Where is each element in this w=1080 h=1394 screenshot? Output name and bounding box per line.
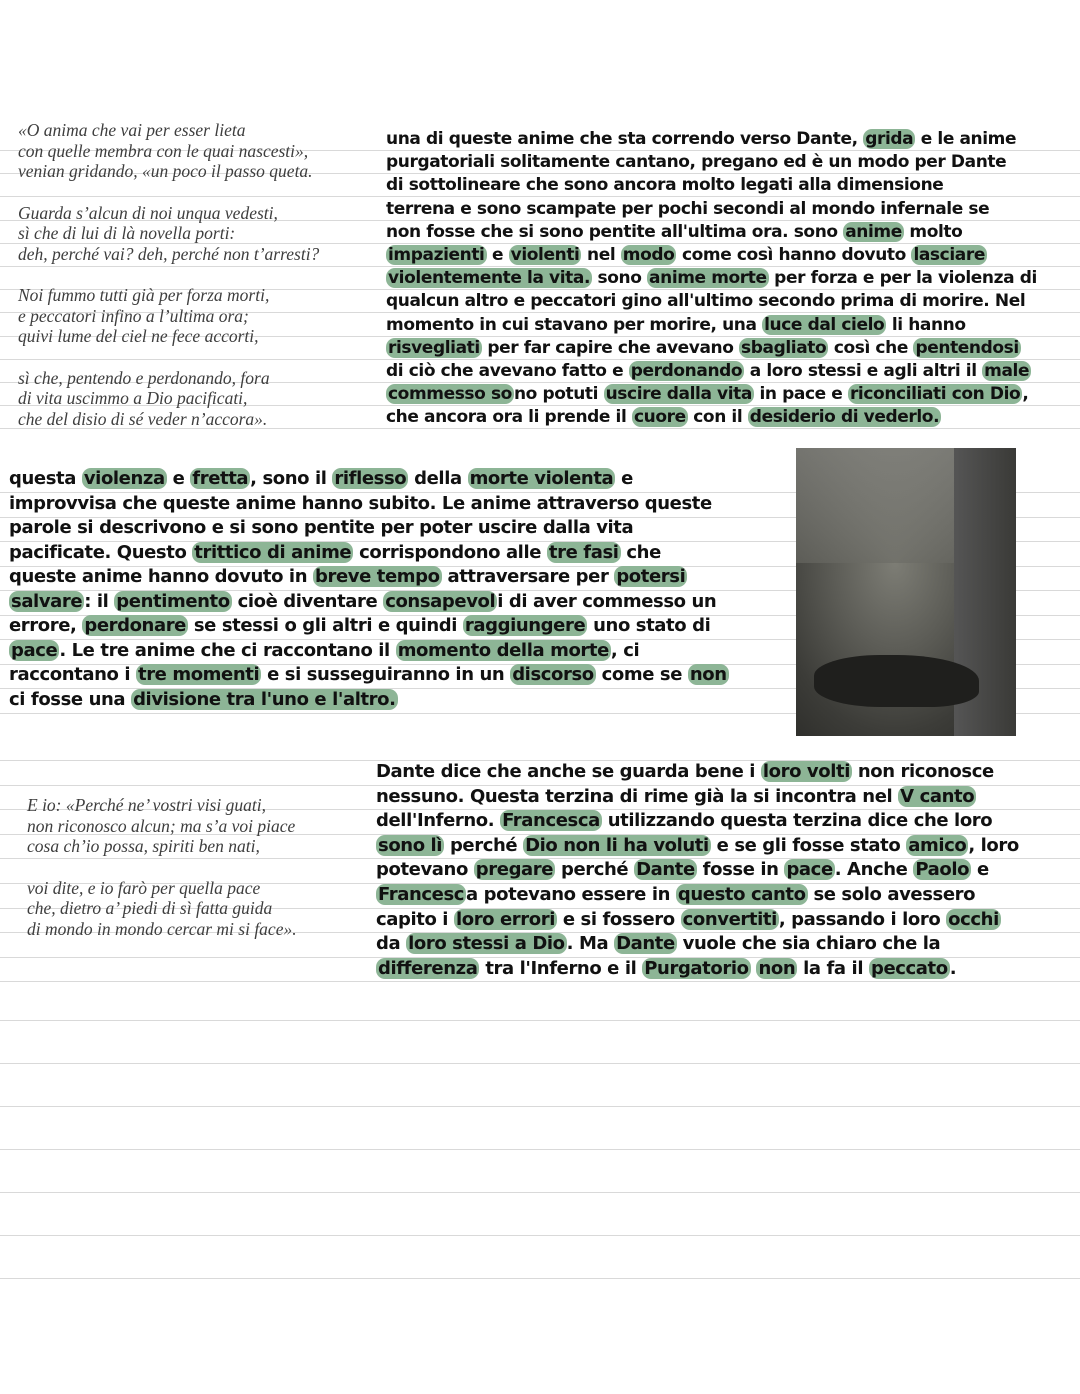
note-line	[386, 221, 1037, 244]
note-text: li hanno	[886, 314, 966, 335]
note-text: come così hanno dovuto	[676, 245, 912, 266]
highlighted-phrase: questo canto	[677, 883, 806, 905]
highlighted-phrase: luce dal cielo	[764, 314, 885, 335]
note-text: ci fosse una	[9, 688, 132, 710]
note-text: nessuno. Questa terzina di rime già la si incontra nel	[376, 785, 899, 807]
highlighted-phrase: salvare	[11, 590, 83, 612]
highlighted-phrase: loro volti	[762, 761, 850, 782]
note-text: , passando i loro	[778, 908, 947, 930]
poem-line: venian gridando, «un poco il passo queta.	[18, 161, 313, 181]
highlighted-phrase: Paolo	[915, 859, 970, 881]
highlighted-phrase: differenza	[378, 957, 478, 979]
note-text: utilizzando questa terzina dice che loro	[601, 810, 993, 832]
rule-line	[0, 1106, 1080, 1107]
note-text: in pace e	[753, 384, 848, 405]
note-line	[386, 128, 1037, 151]
highlighted-phrase: violenza	[83, 468, 165, 489]
note-text: come se	[595, 664, 688, 685]
note-line	[386, 174, 1037, 197]
note-text: e le anime	[915, 129, 1017, 149]
highlighted-phrase: Dio non li ha voluti	[525, 834, 709, 856]
note-text: che ancora ora li prende il	[386, 407, 632, 428]
note-text: , ci	[610, 639, 640, 661]
poem-excerpt-top	[18, 120, 319, 450]
note-text: che	[620, 541, 661, 563]
note-text: attraversare per	[441, 566, 615, 587]
highlighted-phrase: consapevol	[385, 590, 496, 612]
highlighted-phrase: morte violenta	[469, 468, 614, 489]
note-text: qualcun altro e peccatori gino all'ultimo secondo prima di morire. Nel	[386, 291, 1026, 312]
poem-line: cosa ch’io possa, spiriti ben nati,	[27, 836, 260, 856]
note-text: pacificate. Questo	[9, 541, 193, 563]
note-text: molto	[903, 221, 963, 242]
note-line	[9, 688, 729, 713]
note-text: così che	[828, 337, 914, 358]
note-text: perché	[444, 834, 524, 856]
highlighted-phrase: amico	[908, 834, 967, 856]
poem-line: deh, perché vai? deh, perché non t’arresti?	[18, 243, 320, 264]
note-text: della	[408, 468, 468, 489]
highlighted-phrase: loro errori	[455, 908, 555, 930]
note-text: sono	[592, 268, 648, 289]
notes-paragraph-bottom	[376, 760, 1019, 981]
note-text: fosse in	[696, 859, 785, 881]
note-text: e	[615, 468, 633, 489]
note-text: per forza e per la violenza di	[768, 268, 1037, 289]
rule-line	[0, 1235, 1080, 1236]
note-text: e si fossero	[556, 908, 681, 930]
note-text: uno stato di	[587, 615, 711, 636]
highlighted-phrase: non	[689, 664, 727, 685]
note-text: corrispondono alle	[353, 541, 547, 563]
highlighted-phrase: tre fasi	[548, 541, 619, 563]
note-line	[386, 267, 1037, 290]
highlighted-phrase: uscire dalla vita	[605, 384, 752, 405]
note-line	[9, 467, 729, 492]
poem-line: sì che di lui di là novella porti:	[18, 223, 236, 243]
highlighted-phrase: sbagliato	[741, 337, 827, 358]
note-text: e se gli fosse stato	[710, 834, 907, 856]
note-line	[386, 337, 1037, 360]
note-text: per far capire che avevano	[481, 337, 740, 358]
highlighted-phrase: Dante	[636, 859, 695, 881]
note-text: dell'Inferno.	[376, 810, 501, 832]
poem-line: sì che, pentendo e perdonando, fora	[18, 367, 270, 388]
note-line	[9, 492, 729, 517]
highlighted-phrase: riconciliati con Dio	[849, 384, 1021, 405]
poem-line: che del disio di sé veder n’accora».	[18, 408, 268, 429]
highlighted-phrase: Francesca	[502, 810, 600, 832]
highlighted-phrase: tre momenti	[137, 664, 260, 685]
poem-stanza	[27, 795, 297, 857]
note-text: e	[486, 245, 509, 266]
note-line	[376, 908, 1019, 933]
note-line	[376, 785, 1019, 810]
note-text: di sottolineare che sono ancora molto legati alla dimensione	[386, 175, 944, 196]
note-text: terrena e sono scampate per pochi secondi al mondo infernale se	[386, 198, 990, 219]
note-text: tra l'Inferno e il	[479, 957, 643, 979]
engraving-illustration	[796, 448, 1016, 736]
notes-paragraph-middle	[9, 467, 729, 712]
highlighted-phrase: discorso	[512, 664, 594, 685]
highlighted-phrase: sono lì	[378, 834, 443, 856]
highlighted-phrase: convertiti	[682, 908, 777, 930]
rule-line	[0, 1149, 1080, 1150]
highlighted-phrase: divisione tra l'uno e l'altro.	[133, 688, 396, 710]
note-line	[9, 590, 729, 615]
poem-line: con quelle membra con le quai nascesti»,	[18, 140, 309, 161]
highlighted-phrase: Dante	[616, 933, 675, 955]
note-line	[386, 290, 1037, 313]
highlighted-phrase: Francesc	[378, 883, 465, 905]
highlighted-phrase: impazienti	[388, 245, 485, 266]
poem-stanza	[27, 878, 297, 940]
highlighted-phrase: pace	[11, 639, 58, 661]
note-line	[376, 760, 1019, 785]
poem-line: «O anima che vai per esser lieta	[18, 120, 246, 140]
note-text: e si susseguiranno in un	[261, 664, 511, 685]
note-text: . Le tre anime che ci raccontano il	[59, 639, 396, 661]
highlighted-phrase: violenti	[510, 245, 580, 266]
poem-excerpt-bottom	[27, 795, 297, 960]
poem-line: Guarda s’alcun di noi unqua vedesti,	[18, 202, 278, 223]
highlighted-phrase: perdonare	[84, 615, 186, 636]
note-text: non riconosce	[851, 761, 994, 782]
note-text: se solo avessero	[807, 883, 976, 905]
note-text: momento in cui stavano per morire, una	[386, 314, 763, 335]
note-line	[9, 516, 729, 541]
poem-line: Noi fummo tutti già per forza morti,	[18, 285, 270, 305]
poem-stanza	[18, 203, 319, 265]
note-text: capito i	[376, 908, 454, 930]
note-text: potevano	[376, 859, 474, 881]
note-text: errore,	[9, 615, 83, 636]
note-text: Dante dice che anche se guarda bene i	[376, 761, 761, 782]
note-line	[9, 565, 729, 590]
highlighted-phrase: grida	[865, 129, 914, 149]
highlighted-phrase: anime	[845, 221, 902, 242]
note-line	[9, 614, 729, 639]
highlighted-phrase: risvegliati	[388, 337, 480, 358]
note-line	[386, 383, 1037, 406]
highlighted-phrase: Purgatorio	[644, 957, 749, 979]
note-text: : il	[84, 590, 115, 612]
poem-line: e peccatori infino a l’ultima ora;	[18, 305, 249, 326]
note-line	[376, 932, 1019, 957]
poem-line: di vita uscimmo a Dio pacificati,	[18, 388, 248, 408]
highlighted-phrase: cuore	[633, 407, 686, 428]
highlighted-phrase: raggiungere	[464, 615, 586, 636]
highlighted-phrase: peccato	[870, 957, 948, 979]
note-text: se stessi o gli altri e quindi	[188, 615, 463, 636]
note-line	[386, 360, 1037, 383]
note-text: . Anche	[834, 859, 914, 881]
notes-paragraph-top	[386, 128, 1037, 430]
note-text: nel	[581, 245, 621, 266]
highlighted-phrase: modo	[622, 245, 675, 266]
highlighted-phrase: male	[984, 361, 1030, 382]
highlighted-phrase: violentemente la vita.	[388, 268, 591, 289]
poem-stanza	[18, 368, 319, 430]
note-line	[376, 883, 1019, 908]
rule-line	[0, 1020, 1080, 1021]
highlighted-phrase: pentimento	[116, 590, 230, 612]
note-text: da	[376, 933, 407, 955]
highlighted-phrase: pentendosi	[915, 337, 1019, 358]
note-text: una di queste anime che sta correndo verso Dante,	[386, 129, 864, 149]
note-text: e	[971, 859, 989, 881]
note-text: questa	[9, 468, 82, 489]
note-line	[386, 244, 1037, 267]
note-text: con il	[687, 407, 748, 428]
note-text: , loro	[968, 834, 1019, 856]
poem-line: E io: «Perché ne’ vostri visi guati,	[27, 795, 266, 815]
note-line	[9, 663, 729, 688]
poem-stanza	[18, 120, 319, 182]
note-line	[376, 809, 1019, 834]
note-text: e	[166, 468, 191, 489]
note-line	[376, 858, 1019, 883]
note-line	[9, 639, 729, 664]
note-text: di ciò che avevano fatto e	[386, 361, 629, 382]
highlighted-phrase: non	[758, 957, 796, 979]
poem-stanza	[18, 285, 319, 347]
note-text: , sono il	[250, 468, 333, 489]
note-line	[386, 151, 1037, 174]
poem-line: di mondo in mondo cercar mi si face».	[27, 918, 297, 939]
note-text: parole si descrivono e si sono pentite per poter uscire dalla vita	[9, 517, 634, 538]
highlighted-phrase: pace	[786, 859, 833, 881]
highlighted-phrase: V canto	[900, 785, 975, 807]
note-text: . Ma	[566, 933, 615, 955]
poem-line: quivi lume del ciel ne fece accorti,	[18, 326, 259, 346]
highlighted-phrase: riflesso	[334, 468, 407, 489]
note-text: raccontano i	[9, 664, 136, 685]
highlighted-phrase: desiderio di vederlo.	[749, 407, 940, 428]
note-line	[386, 406, 1037, 429]
note-line	[376, 957, 1019, 982]
highlighted-phrase: momento della morte	[397, 639, 609, 661]
note-text: perché	[555, 859, 635, 881]
note-text: vuole che sia chiaro che la	[676, 933, 941, 955]
note-line	[376, 834, 1019, 859]
note-text: cioè diventare	[231, 590, 384, 612]
poem-line: che, dietro a’ piedi di sì fatta guida	[27, 898, 273, 918]
highlighted-phrase: breve tempo	[314, 566, 440, 587]
note-line	[386, 314, 1037, 337]
note-line	[386, 198, 1037, 221]
highlighted-phrase: pregare	[475, 859, 554, 881]
highlighted-phrase: commesso so	[388, 384, 512, 405]
note-line	[9, 541, 729, 566]
note-text: i di aver commesso un	[497, 590, 717, 612]
rule-line	[0, 1192, 1080, 1193]
rule-line	[0, 1063, 1080, 1064]
rule-line	[0, 1278, 1080, 1279]
highlighted-phrase: trittico di anime	[194, 541, 352, 563]
highlighted-phrase: occhi	[948, 908, 999, 930]
note-text: a potevano essere in	[466, 883, 676, 905]
poem-line: voi dite, e io farò per quella pace	[27, 877, 261, 898]
poem-line: non riconosco alcun; ma s’a voi piace	[27, 815, 296, 836]
highlighted-phrase: lasciare	[913, 245, 985, 266]
note-text: la fa il	[797, 957, 869, 979]
note-text: no potuti	[513, 384, 604, 405]
highlighted-phrase: fretta	[192, 468, 249, 489]
note-text: purgatoriali solitamente cantano, pregano ed è un modo per Dante	[386, 152, 1007, 173]
note-text: queste anime hanno dovuto in	[9, 566, 313, 587]
highlighted-phrase: anime morte	[649, 268, 767, 289]
highlighted-phrase: perdonando	[630, 361, 743, 382]
highlighted-phrase: loro stessi a Dio	[408, 933, 565, 955]
note-text: a loro stessi e agli altri il	[744, 361, 983, 382]
highlighted-phrase: potersi	[616, 566, 686, 587]
note-text: ,	[1022, 384, 1029, 405]
note-text: .	[949, 957, 957, 979]
note-text: non fosse che si sono pentite all'ultima ora. sono	[386, 221, 844, 242]
note-text: improvvisa che queste anime hanno subito. Le anime attraverso queste	[9, 492, 712, 514]
